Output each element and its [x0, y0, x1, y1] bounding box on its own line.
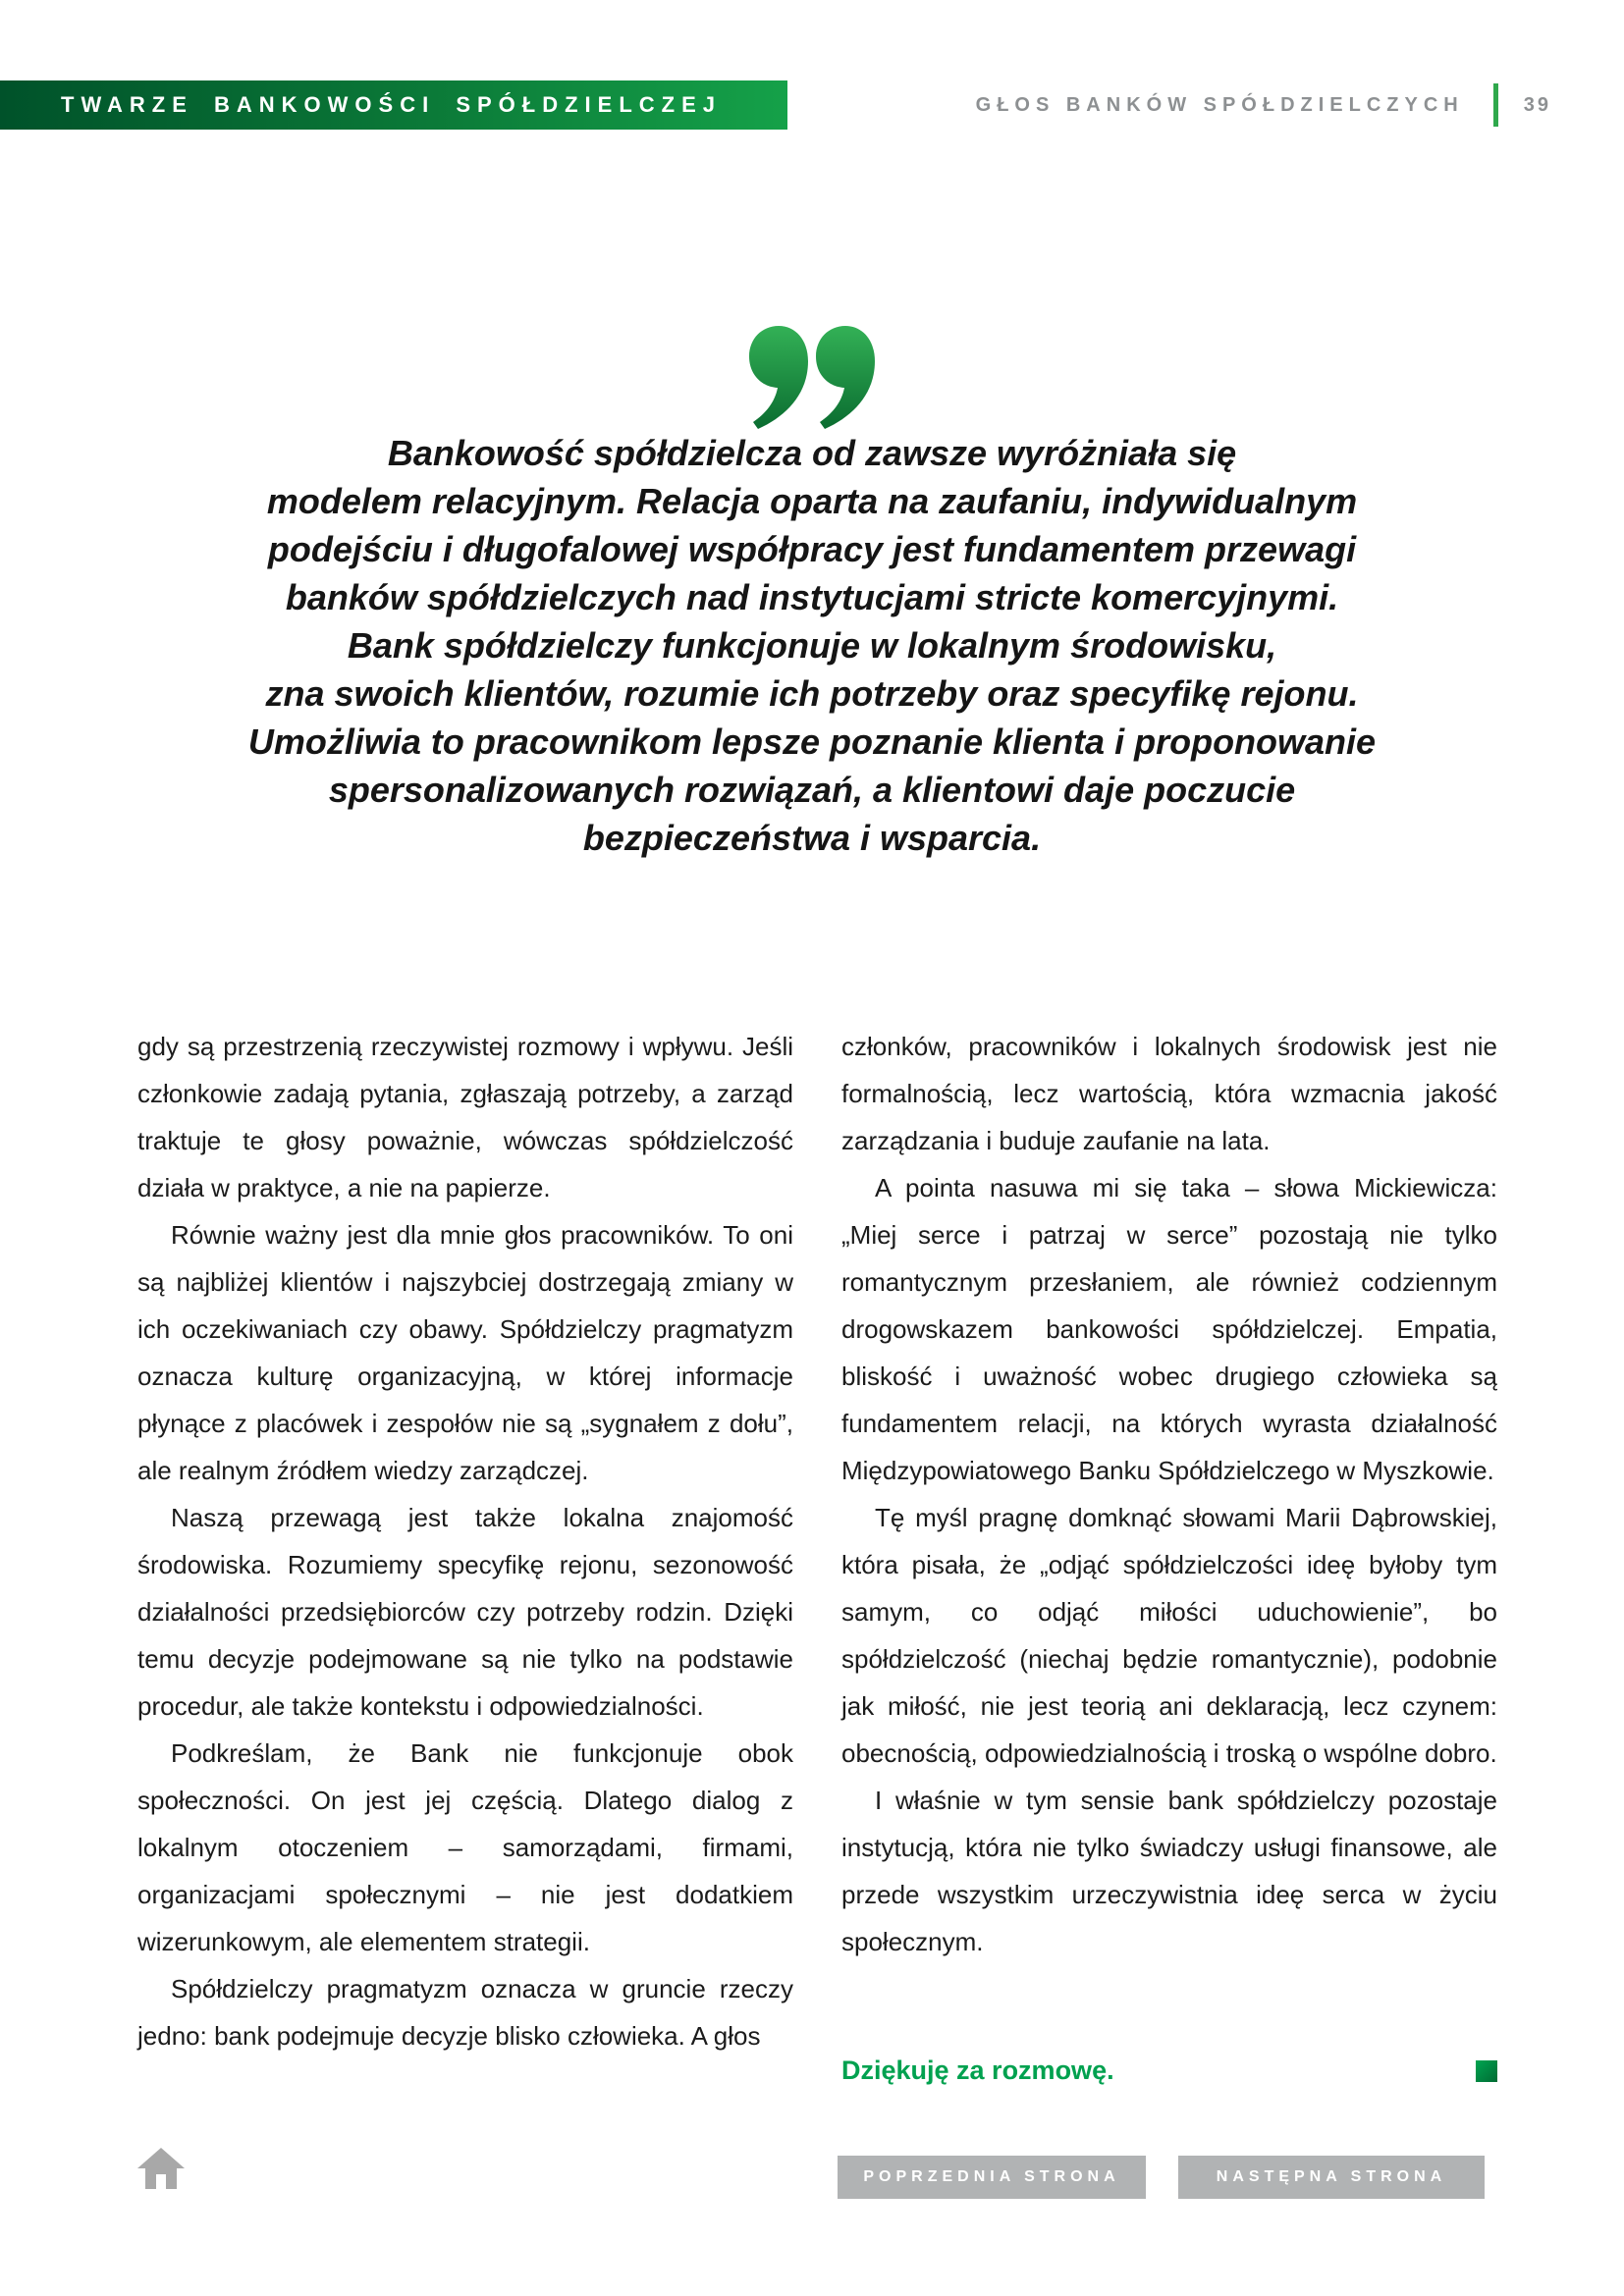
closing-row	[841, 2056, 1497, 2086]
paragraph: Naszą przewagą jest także lokalna znajomość środowiska. Rozumiemy specyfikę rejonu, sezonowość działalności przedsiębiorców czy potrzeby rodzin. Dzięki temu decyzje podejmowane są nie tylko na podstawie procedur, ale także kontekstu i odpowiedzialności.	[137, 1503, 793, 1721]
article-column-right	[841, 1023, 1497, 2059]
page-number-separator	[1493, 83, 1498, 127]
section-banner	[0, 80, 787, 130]
pull-quote-line: Bankowość spółdzielcza od zawsze wyróżniała się	[387, 433, 1237, 473]
paragraph: Podkreślam, że Bank nie funkcjonuje obok społeczności. On jest jej częścią. Dlatego dialog z lokalnym otoczeniem – samorządami, firmami, organizacjami społecznymi – nie jest dodatkiem wizerunkowym, ale elementem strategii.	[137, 1738, 793, 1956]
pull-quote	[88, 429, 1536, 862]
paragraph: A pointa nasuwa mi się taka – słowa Mickiewicza: „Miej serce i patrzaj w serce” pozostają nie tylko romantycznym przesłaniem, ale również codziennym drogowskazem bankowości spółdzielczej. Empatia, bliskość i uważność wobec drugiego człowieka są fundamentem relacji, na których wyrasta działalność Międzypowiatowego Banku Spółdzielczego w Myszkowie.	[841, 1173, 1497, 1485]
journal-title: GŁOS BANKÓW SPÓŁDZIELCZYCH	[975, 93, 1464, 116]
previous-page-button[interactable]: POPRZEDNIA STRONA	[838, 2156, 1146, 2199]
paragraph: gdy są przestrzenią rzeczywistej rozmowy i wpływu. Jeśli członkowie zadają pytania, zgłaszają potrzeby, a zarząd traktuje te głosy poważnie, wówczas spółdzielczość działa w praktyce, a nie na papierze.	[137, 1032, 793, 1202]
pull-quote-line: bezpieczeństwa i wsparcia.	[582, 818, 1042, 858]
next-page-button[interactable]: NASTĘPNA STRONA	[1178, 2156, 1485, 2199]
paragraph: Spółdzielczy pragmatyzm oznacza w gruncie rzeczy jedno: bank podejmuje decyzje blisko człowieka. A głos	[137, 1974, 793, 2051]
section-banner-title: TWARZE BANKOWOŚCI SPÓŁDZIELCZEJ	[61, 92, 722, 117]
closing-quote-icon	[749, 326, 875, 430]
paragraph: członków, pracowników i lokalnych środowisk jest nie formalnością, lecz wartością, która wzmacnia jakość zarządzania i buduje zaufanie na lata.	[841, 1032, 1497, 1155]
closing-quote-icon-svg	[749, 326, 875, 430]
paragraph: I właśnie w tym sensie bank spółdzielczy pozostaje instytucją, która nie tylko świadczy usługi finansowe, ale przede wszystkim urzeczywistnia ideę serca w życiu społecznym.	[841, 1786, 1497, 1956]
home-icon	[137, 2148, 185, 2189]
paragraph: Równie ważny jest dla mnie głos pracowników. To oni są najbliżej klientów i najszybciej dostrzegają zmiany w ich oczekiwaniach czy obawy. Spółdzielczy pragmatyzm oznacza kulturę organizacyjną, w której informacje płynące z placówek i zespołów nie są „sygnałem z dołu”, ale realnym źródłem wiedzy zarządczej.	[137, 1220, 793, 1485]
pull-quote-line: zna swoich klientów, rozumie ich potrzeby oraz specyfikę rejonu.	[265, 673, 1359, 714]
end-of-article-marker	[1476, 2060, 1497, 2082]
pull-quote-line: Umożliwia to pracownikom lepsze poznanie klienta i proponowanie	[247, 721, 1377, 762]
page-number: 39	[1523, 93, 1551, 116]
article-body	[137, 1023, 1497, 2059]
article-column-left	[137, 1023, 793, 2059]
pull-quote-line: banków spółdzielczych nad instytucjami stricte komercyjnymi.	[285, 577, 1339, 617]
home-button[interactable]	[137, 2148, 185, 2189]
pull-quote-line: spersonalizowanych rozwiązań, a klientowi daje poczucie	[328, 770, 1296, 810]
paragraph: Tę myśl pragnę domknąć słowami Marii Dąbrowskiej, która pisała, że „odjąć spółdzielczości ideę byłoby tym samym, co odjąć miłości uduchowienie”, bo spółdzielczość (niechaj będzie romantycznie), podobnie jak miłość, nie jest teorią ani deklaracją, lecz czynem: obecnością, odpowiedzialnością i troską o wspólne dobro.	[841, 1503, 1497, 1768]
pull-quote-line: Bank spółdzielczy funkcjonuje w lokalnym środowisku,	[347, 625, 1277, 666]
closing-thanks: Dziękuję za rozmowę.	[841, 2056, 1114, 2085]
journal-header	[943, 80, 1551, 130]
pull-quote-line: modelem relacyjnym. Relacja oparta na zaufaniu, indywidualnym	[266, 481, 1358, 521]
pull-quote-line: podejściu i długofalowej współpracy jest fundamentem przewagi	[267, 529, 1357, 569]
